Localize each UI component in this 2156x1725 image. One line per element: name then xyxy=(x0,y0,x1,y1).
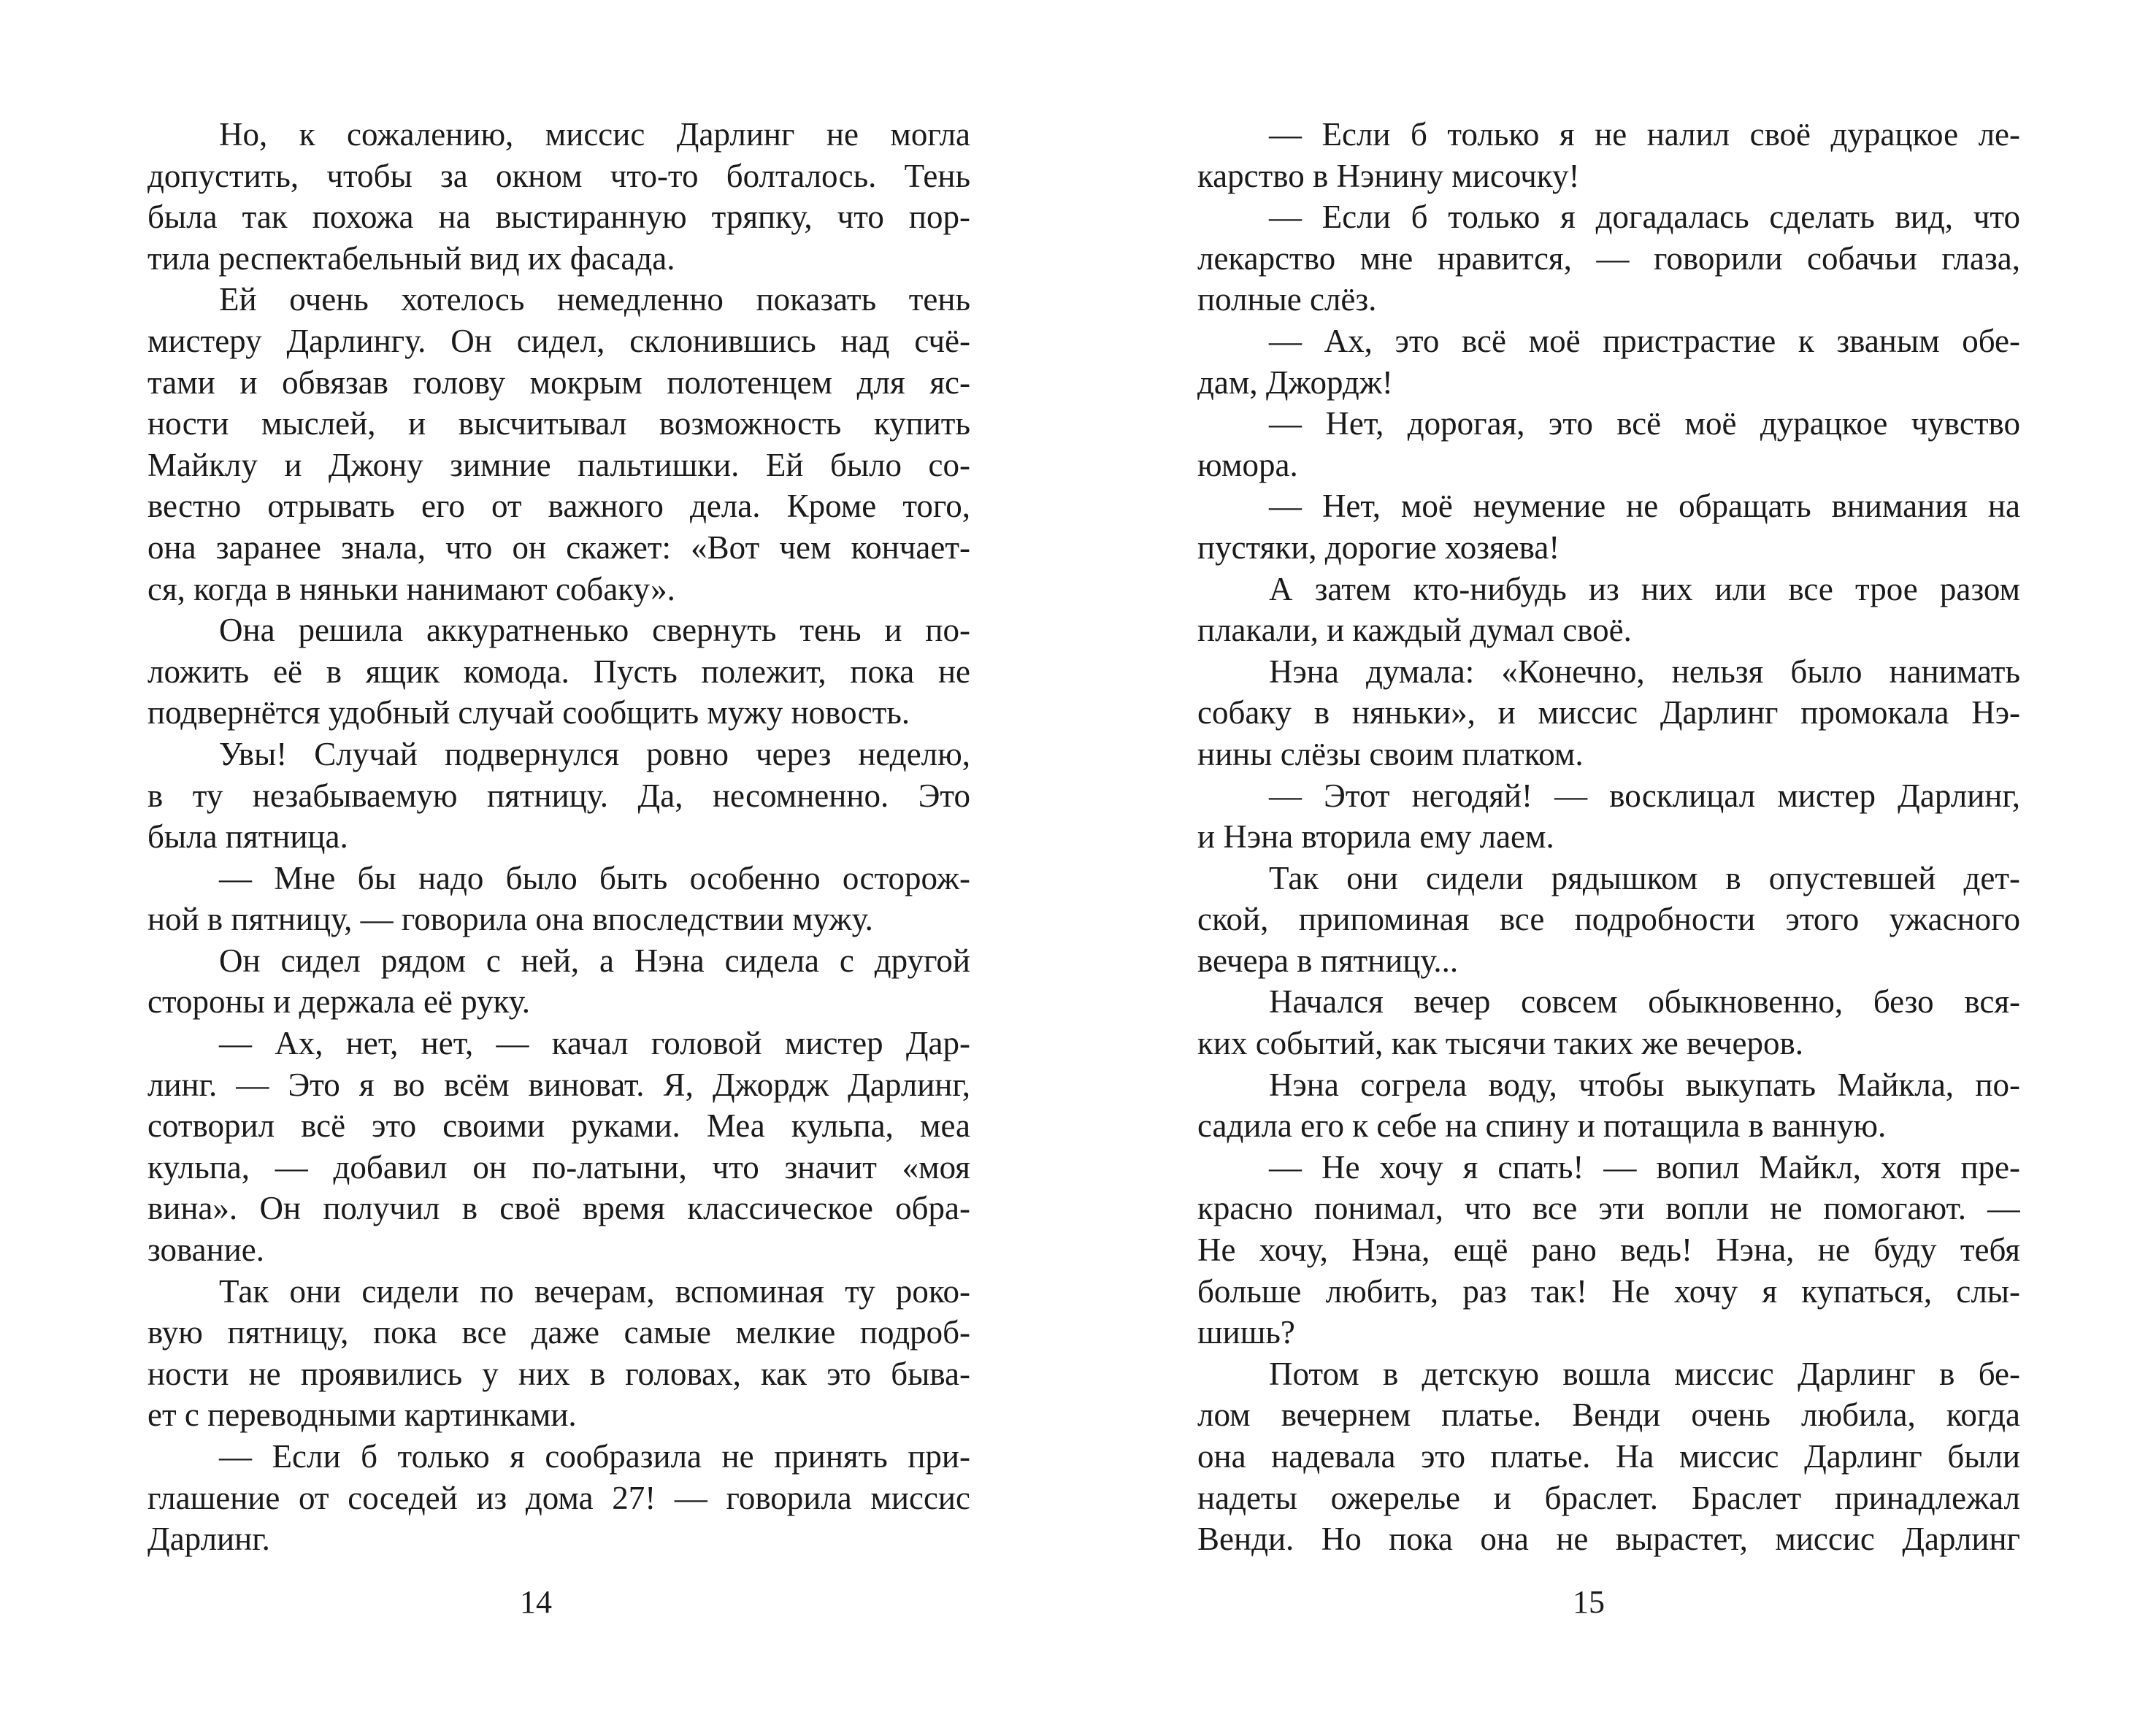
text-line: шишь? xyxy=(1197,1314,1295,1351)
text-line: зование. xyxy=(147,1232,265,1269)
text-line: — Нет, моё неумение не обращать внимания на xyxy=(1269,488,2020,525)
text-line: ской, припоминая все подробности этого ужасного xyxy=(1197,901,2020,938)
text-line: вина». Он получил в своё время классическое обра- xyxy=(147,1190,970,1227)
text-line: стороны и держала её руку. xyxy=(147,983,531,1021)
text-line: Так они сидели по вечерам, вспоминая ту роко- xyxy=(219,1272,970,1310)
text-line: глашение от соседей из дома 27! — говорила миссис xyxy=(147,1479,970,1516)
text-line: Потом в детскую вошла миссис Дарлинг в бе- xyxy=(1269,1355,2020,1392)
text-line: Нэна думала: «Конечно, нельзя было нанимать xyxy=(1269,653,2020,690)
text-line: ся, когда в няньки нанимают собаку». xyxy=(147,570,675,607)
text-line: — Нет, дорогая, это всё моё дурацкое чувство xyxy=(1269,405,2020,442)
text-line: карство в Нэнину мисочку! xyxy=(1197,157,1580,194)
text-line: Ей очень хотелось немедленно показать тень xyxy=(219,281,970,318)
text-line: ности не проявились у них в головах, как это быва- xyxy=(147,1355,970,1392)
text-line: кульпа, — добавил он по-латыни, что значит «моя xyxy=(147,1148,970,1186)
text-line: она надевала это платье. На миссис Дарлинг были xyxy=(1197,1438,2020,1475)
text-line: красно понимал, что все эти вопли не помогают. — xyxy=(1197,1190,2020,1227)
text-line: мистеру Дарлингу. Он сидел, склонившись над счё- xyxy=(147,322,970,359)
text-line: вечера в пятницу... xyxy=(1197,942,1459,979)
text-line: А затем кто-нибудь из них или все трое разом xyxy=(1269,570,2020,607)
text-line: допустить, чтобы за окном что-то болталось. Тень xyxy=(147,157,970,194)
text-line: Дарлинг. xyxy=(147,1521,270,1558)
text-line: и Нэна вторила ему лаем. xyxy=(1197,818,1554,856)
text-line: нины слёзы своим платком. xyxy=(1197,735,1584,772)
text-line: Нэна согрела воду, чтобы выкупать Майкла, по- xyxy=(1269,1066,2020,1103)
text-line: Не хочу, Нэна, ещё рано ведь! Нэна, не буду тебя xyxy=(1197,1232,2020,1269)
text-line: ложить её в ящик комода. Пусть полежит, пока не xyxy=(147,653,970,690)
text-line: подвернётся удобный случай сообщить мужу новость. xyxy=(147,694,910,731)
text-line: тила респектабельный вид их фасада. xyxy=(147,239,675,277)
right-page xyxy=(1078,0,2156,1725)
text-line: ких событий, как тысячи таких же вечеров. xyxy=(1197,1025,1803,1062)
text-line: Но, к сожалению, миссис Дарлинг не могла xyxy=(219,116,970,153)
text-line: Начался вечер совсем обыкновенно, безо вся- xyxy=(1269,983,2020,1021)
text-line: лом вечернем платье. Венди очень любила, когда xyxy=(1197,1396,2020,1434)
text-line: — Если б только я сообразила не принять при- xyxy=(219,1438,970,1475)
text-line: надеты ожерелье и браслет. Браслет принадлежал xyxy=(1197,1479,2020,1516)
text-line: была пятница. xyxy=(147,818,348,856)
text-line: Венди. Но пока она не вырастет, миссис Дарлинг xyxy=(1197,1521,2020,1558)
text-line: пустяки, дорогие хозяева! xyxy=(1197,529,1560,566)
text-line: садила его к себе на спину и потащила в ванную. xyxy=(1197,1107,1887,1145)
text-line: Майклу и Джону зимние пальтишки. Ей было со- xyxy=(147,446,970,483)
text-line: собаку в няньки», и миссис Дарлинг промокала Нэ- xyxy=(1197,694,2020,731)
text-line: вую пятницу, пока все даже самые мелкие подроб- xyxy=(147,1314,970,1351)
text-line: — Этот негодяй! — восклицал мистер Дарлинг, xyxy=(1269,777,2020,814)
text-line: дам, Джордж! xyxy=(1197,364,1393,401)
right-page-number: 15 xyxy=(1573,1584,1605,1620)
text-line: Она решила аккуратненько свернуть тень и по- xyxy=(219,612,970,649)
text-line: лекарство мне нравится, — говорили собачьи глаза, xyxy=(1197,239,2020,277)
text-line: сотворил всё это своими руками. Меа кульпа, меа xyxy=(147,1107,970,1145)
text-line: — Ах, нет, нет, — качал головой мистер Дар- xyxy=(219,1025,970,1062)
text-line: она заранее знала, что он скажет: «Вот чем кончает- xyxy=(147,529,970,566)
text-line: — Если б только я догадалась сделать вид, что xyxy=(1269,199,2020,236)
text-line: — Если б только я не налил своё дурацкое ле- xyxy=(1269,116,2020,153)
text-line: — Не хочу я спать! — вопил Майкл, хотя пре- xyxy=(1269,1148,2020,1186)
text-line: плакали, и каждый думал своё. xyxy=(1197,612,1632,649)
text-line: вестно отрывать его от важного дела. Кроме того, xyxy=(147,488,970,525)
text-line: Увы! Случай подвернулся ровно через неделю, xyxy=(219,735,970,772)
text-line: — Ах, это всё моё пристрастие к званым обе- xyxy=(1269,322,2020,359)
text-line: тами и обвязав голову мокрым полотенцем для яс- xyxy=(147,364,970,401)
text-line: Он сидел рядом с ней, а Нэна сидела с другой xyxy=(219,942,970,979)
left-page-text xyxy=(147,114,970,1560)
text-line: в ту незабываемую пятницу. Да, несомненно. Это xyxy=(147,777,970,814)
left-page-number: 14 xyxy=(520,1584,552,1620)
text-line: полные слёз. xyxy=(1197,281,1377,318)
text-line: ности мыслей, и высчитывал возможность купить xyxy=(147,405,970,442)
right-page-text xyxy=(1197,114,2020,1560)
text-line: ет с переводными картинками. xyxy=(147,1396,577,1434)
text-line: линг. — Это я во всём виноват. Я, Джордж Дарлинг, xyxy=(147,1066,970,1103)
text-line: больше любить, раз так! Не хочу я купаться, слы- xyxy=(1197,1272,2020,1310)
text-line: — Мне бы надо было быть особенно осторож- xyxy=(219,859,970,896)
text-line: юмора. xyxy=(1197,446,1298,483)
text-line: была так похожа на выстиранную тряпку, что пор- xyxy=(147,199,970,236)
text-line: Так они сидели рядышком в опустевшей дет- xyxy=(1269,859,2020,896)
text-line: ной в пятницу, — говорила она впоследствии мужу. xyxy=(147,901,873,938)
